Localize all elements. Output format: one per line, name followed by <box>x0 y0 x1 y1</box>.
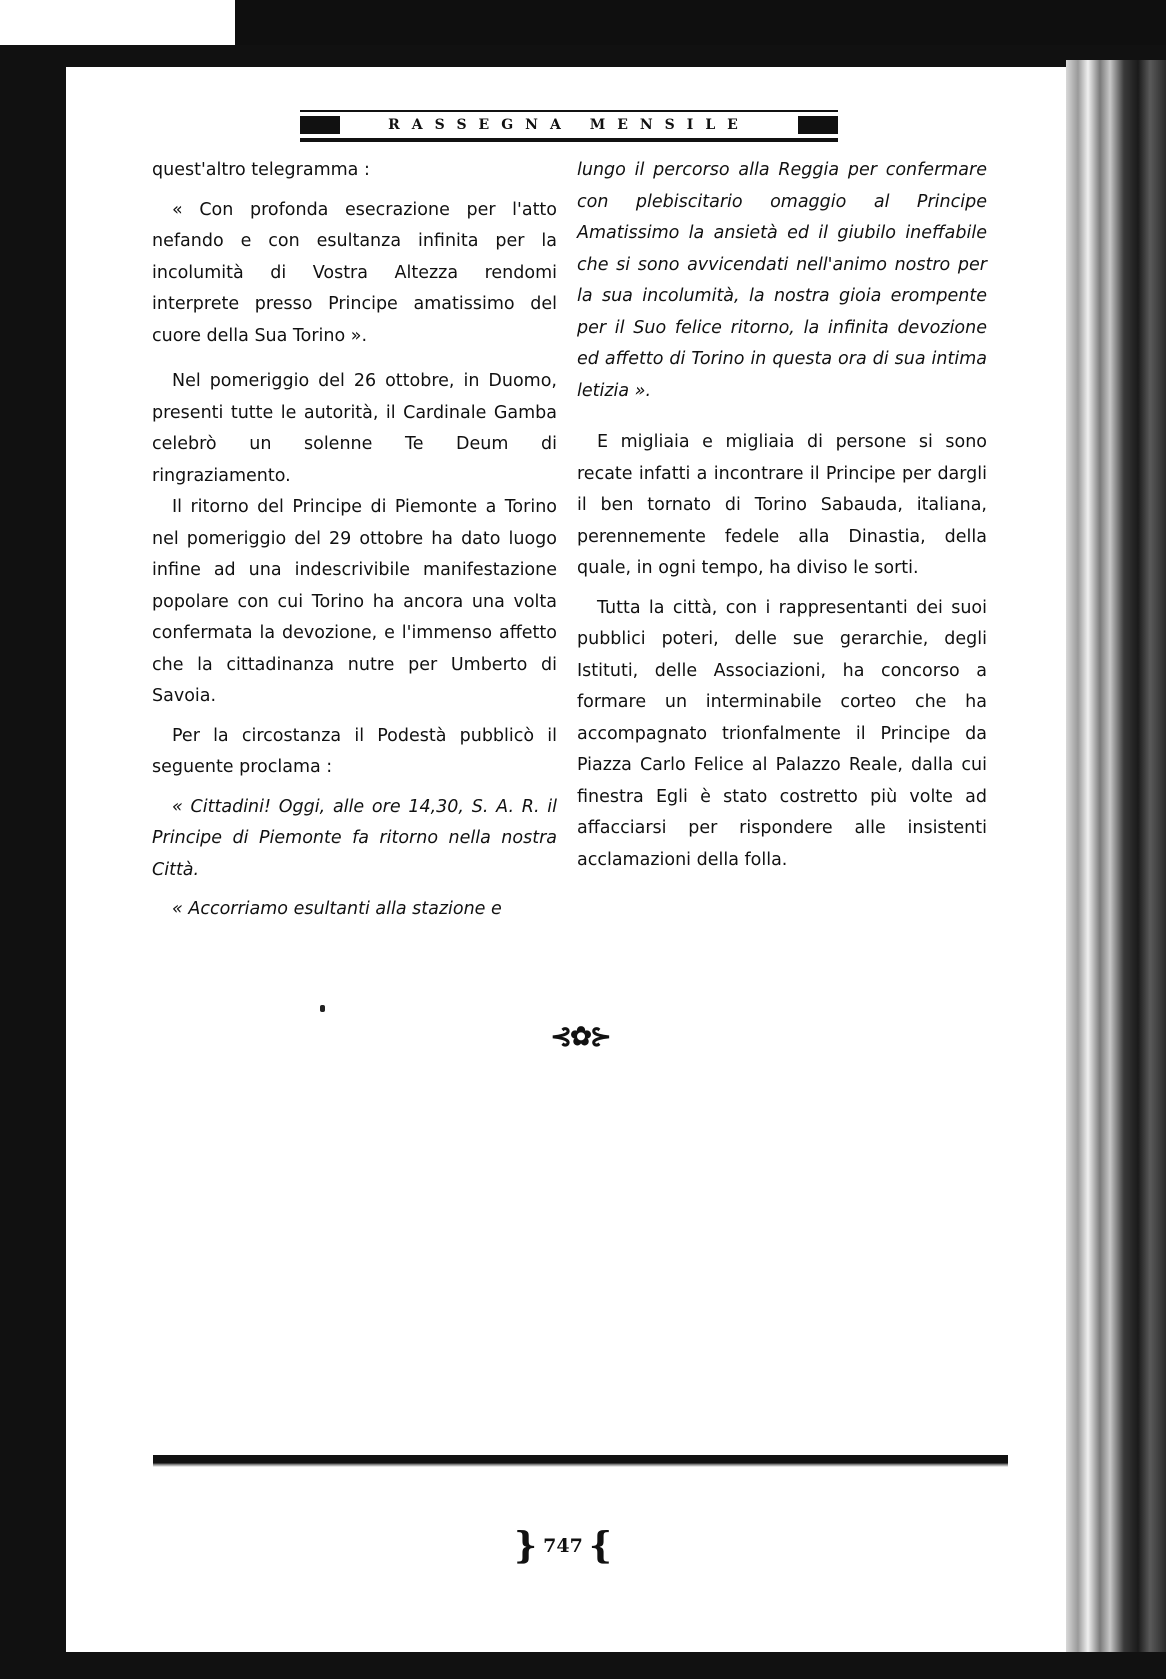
page-number <box>508 1525 618 1567</box>
ink-speck <box>320 1005 325 1012</box>
running-head <box>300 110 838 142</box>
right-paragraph-3: Tutta la città, con i rappresentanti dei suoi pubblici poteri, delle sue gerarchie, degli Istituti, delle Associazioni, ha concorso a formare un interminabile corteo che ha accompagnato trionfalmente il Principe da Piazza Carlo Felice al Palazzo Reale, dalla cui finestra Egli è stato costretto più volte ad affacciarsi per rispondere alle insistenti acclamazioni della folla. <box>577 597 987 870</box>
section-ornament: ⊰✿⊱ <box>550 1022 610 1052</box>
scan-left-border <box>0 60 66 1679</box>
left-paragraph-4: Il ritorno del Principe di Piemonte a Torino nel pomeriggio del 29 ottobre ha dato luogo infine ad una indescrivibile manifestazione popolare con cui Torino ha ancora una volta confermata la devozione, e l'immenso affetto che la cittadinanza nutre per Umberto di Savoia. <box>152 497 557 706</box>
left-paragraph-7: « Accorriamo esultanti alla stazione e <box>172 899 502 919</box>
running-head-right-cap <box>798 116 838 134</box>
left-paragraph-6: « Cittadini! Oggi, alle ore 14,30, S. A. R. il Principe di Piemonte fa ritorno nella nostra Città. <box>152 796 557 880</box>
scan-top-border <box>0 45 1166 67</box>
right-paragraph-1: lungo il percorso alla Reggia per confermare con plebiscitario omaggio al Principe Amatissimo la ansietà ed il giubilo ineffabile che si sono avvicendati nell'animo nostro per la sua incolumità, la nostra gioia erompente per il Suo felice ritorno, la infinita devozione ed affetto di Torino in questa ora di sua intima letizia ». <box>577 160 987 401</box>
running-head-left-cap <box>300 116 340 134</box>
book-spine-edge <box>1066 60 1166 1655</box>
left-paragraph-3: Nel pomeriggio del 26 ottobre, in Duomo, presenti tutte le autorità, il Cardinale Gamba celebrò un solenne Te Deum di ringraziamento. <box>152 371 557 486</box>
left-paragraph-5: Per la circostanza il Podestà pubblicò il seguente proclama : <box>152 725 557 777</box>
running-head-title: RASSEGNA MENSILE <box>388 117 750 133</box>
bottom-rule <box>153 1455 1008 1467</box>
folio-left-bracket: } <box>514 1525 538 1567</box>
right-paragraph-2: E migliaia e migliaia di persone si sono recate infatti a incontrare il Principe per dargli il ben tornato di Torino Sabauda, italiana, perennemente fedele alla Dinastia, della quale, in ogni tempo, ha diviso le sorti. <box>577 432 987 578</box>
left-column <box>152 155 557 926</box>
page-number-value: 747 <box>543 1535 583 1557</box>
folio-right-bracket: { <box>588 1525 612 1567</box>
scan-bottom-border <box>0 1652 1166 1679</box>
left-paragraph-1: quest'altro telegramma : <box>152 160 370 180</box>
right-column <box>577 155 987 876</box>
left-paragraph-2: « Con profonda esecrazione per l'atto nefando e con esultanza infinita per la incolumità di Vostra Altezza rendomi interprete presso Principe amatissimo del cuore della Sua Torino ». <box>152 199 557 346</box>
